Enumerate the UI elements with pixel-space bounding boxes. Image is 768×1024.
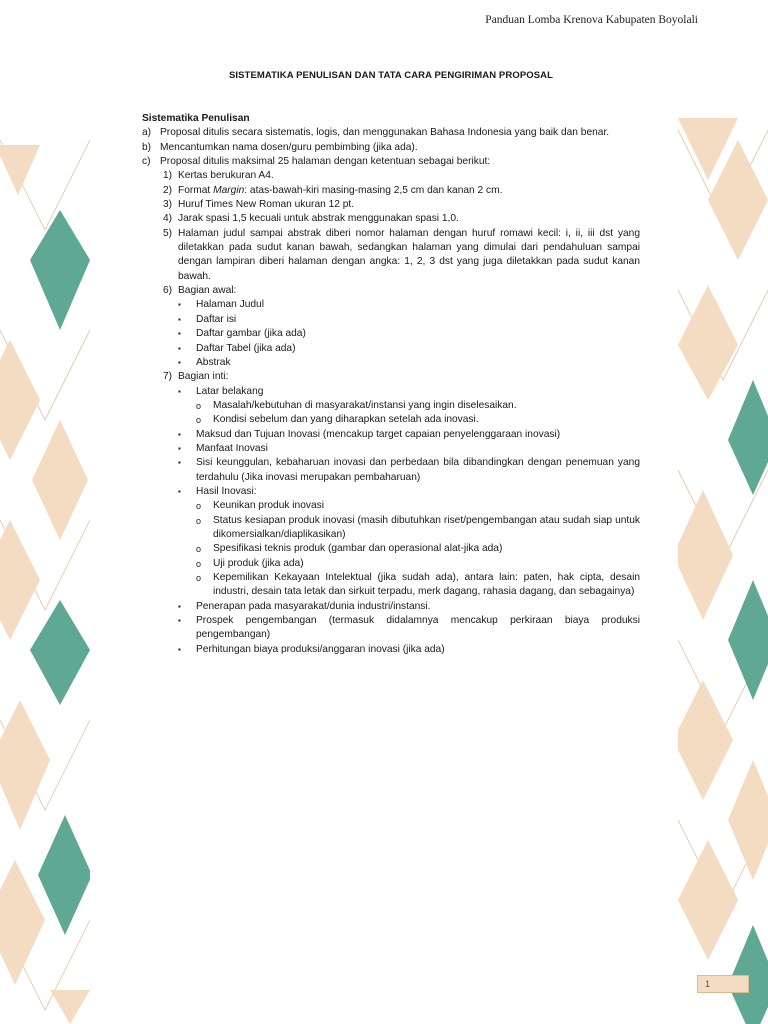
document-body [142, 112, 640, 657]
bullet-item: ▪ Abstrak [178, 356, 231, 368]
bullet-item: ▪ Halaman Judul [178, 299, 264, 311]
bullet-item: ▪ Hasil Inovasi: [178, 485, 257, 497]
list-item-c6: 6) Bagian awal: [162, 285, 237, 297]
bullet-item: ▪ Maksud dan Tujuan Inovasi (mencakup target capaian penyelenggaraan inovasi) [178, 428, 561, 440]
bullet-item: ▪ Daftar Tabel (jika ada) [178, 342, 296, 354]
section-title: Sistematika Penulisan [142, 113, 250, 124]
list-item-c: c) Proposal ditulis maksimal 25 halaman dengan ketentuan sebagai berikut: [142, 156, 491, 168]
list-item-b: b) Mencantumkan nama dosen/guru pembimbing (jika ada). [142, 141, 418, 153]
sub-bullet-item: o Keunikan produk inovasi [196, 500, 325, 512]
list-item-c7: 7) Bagian inti: [162, 371, 229, 383]
list-item-c2: 2) Format Margin: atas-bawah-kiri masing-masing 2,5 cm dan kanan 2 cm. [162, 184, 503, 196]
sub-bullet-item: o Kepemilikan Kekayaan Intelektual (jika sudah ada), antara lain: paten, hak cipta, desain industri, desain tata letak dan sirkuit terpadu, merk dagang, rahasia dagang, dan sebagainya) [196, 572, 640, 598]
bullet-item: ▪ Sisi keunggulan, kebaharuan inovasi dan perbedaan bila dibandingkan dengan penemuan yang terdahulu (Jika inovasi merupakan pembaharuan) [178, 457, 640, 483]
document-title: SISTEMATIKA PENULISAN DAN TATA CARA PENGIRIMAN PROPOSAL [228, 70, 554, 81]
sub-bullet-item: o Kondisi sebelum dan yang diharapkan setelah ada inovasi. [196, 414, 479, 426]
right-decorative-pattern [678, 0, 768, 1024]
sub-bullet-item: o Masalah/kebutuhan di masyarakat/instansi yang ingin diselesaikan. [196, 399, 517, 411]
list-item-a: a) Proposal ditulis secara sistematis, logis, dan menggunakan Bahasa Indonesia yang baik dan benar. [142, 127, 610, 139]
page-header: Panduan Lomba Krenova Kabupaten Boyolali [485, 14, 698, 26]
list-item-c3: 3) Huruf Times New Roman ukuran 12 pt. [162, 199, 355, 211]
bullet-item: ▪ Daftar isi [178, 313, 237, 325]
left-decorative-pattern [0, 0, 90, 1024]
bullet-item: ▪ Prospek pengembangan (termasuk didalamnya mencakup perkiraan biaya produksi pengembangan) [178, 615, 640, 641]
sub-bullet-item: o Spesifikasi teknis produk (gambar dan operasional alat-jika ada) [196, 543, 503, 555]
bullet-item: ▪ Penerapan pada masyarakat/dunia industri/instansi. [178, 600, 431, 612]
list-item-c5: 5) Halaman judul sampai abstrak diberi nomor halaman dengan huruf romawi kecil: i, ii, iii dst yang diletakkan pada sudut kanan bawah, sedangkan halaman yang dimulai dari pendahuluan sampai dengan lampiran diberi halaman dengan angka: 1, 2, 3 dst yang juga diletakkan pada sudut kanan bawah. [162, 227, 640, 282]
sub-bullet-item: o Uji produk (jika ada) [196, 557, 304, 569]
sub-bullet-item: o Status kesiapan produk inovasi (masih dibutuhkan riset/pengembangan atau sudah siap untuk dikomersialkan/diaplikasikan) [196, 514, 640, 540]
bullet-item: ▪ Daftar gambar (jika ada) [178, 328, 306, 340]
bullet-item: ▪ Manfaat Inovasi [178, 442, 268, 454]
bullet-item: ▪ Perhitungan biaya produksi/anggaran inovasi (jika ada) [178, 643, 445, 655]
list-item-c1: 1) Kertas berukuran A4. [162, 170, 274, 182]
bullet-item: ▪ Latar belakang [178, 385, 264, 397]
page-number: 1 [697, 975, 749, 993]
list-item-c4: 4) Jarak spasi 1,5 kecuali untuk abstrak menggunakan spasi 1,0. [162, 213, 459, 225]
